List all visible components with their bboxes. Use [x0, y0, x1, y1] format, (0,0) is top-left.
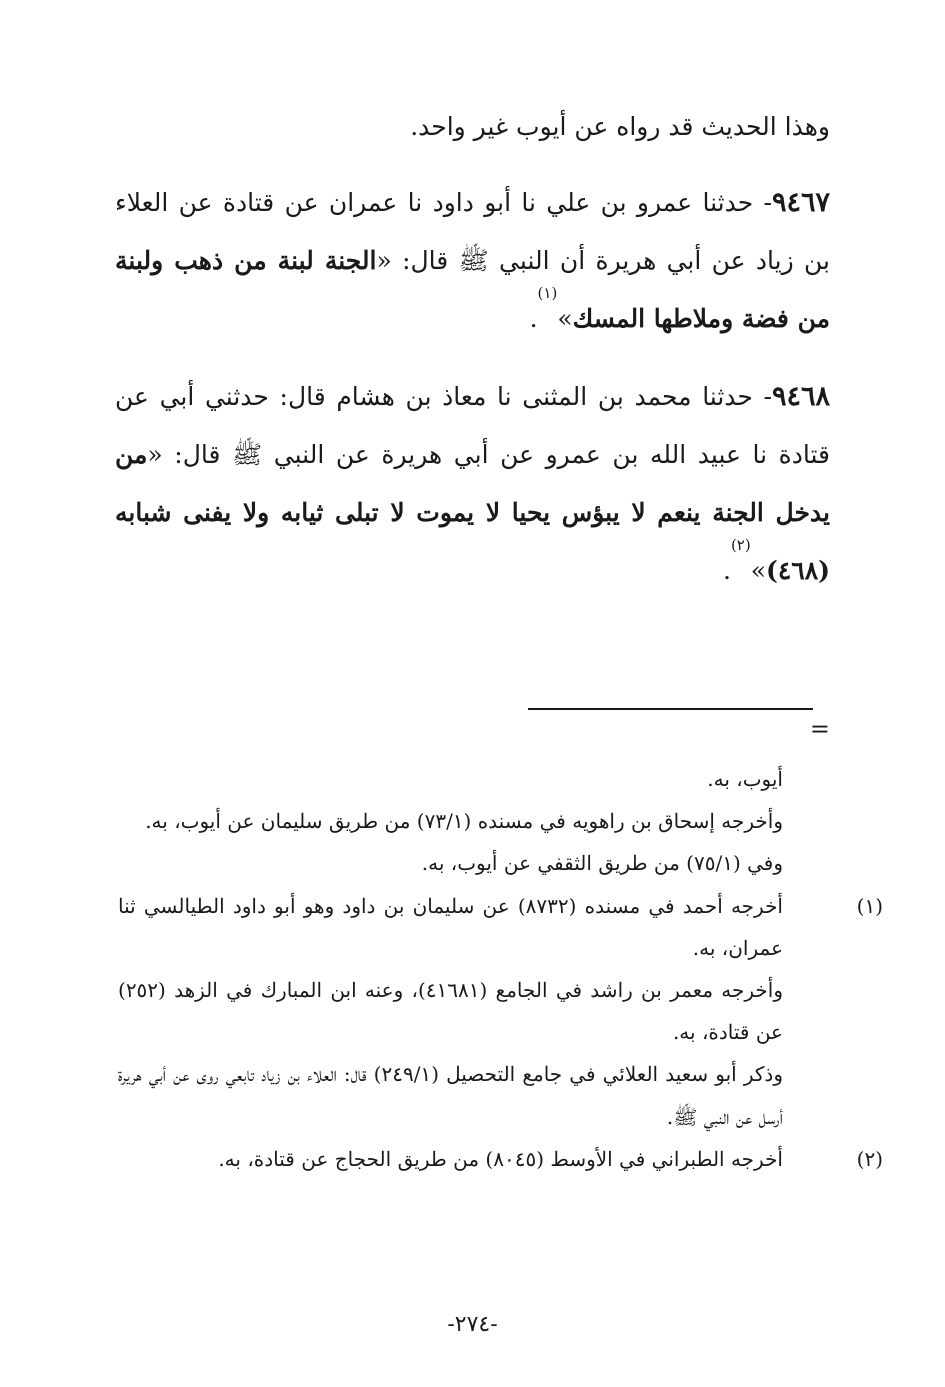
footnote-ref-2: (٢) [730, 536, 751, 554]
footnote-line: وذكر أبو سعيد العلائي في جامع التحصيل (٢٤٩/١) قال: العلاء بن زياد تابعي روى عن أبي هريرة أرسل عن النبي ﷺ. [118, 1062, 783, 1129]
footnote-1 [118, 885, 883, 969]
hadith-isnad: - حدثنا عمرو بن علي نا أبو داود نا عمران عن قتادة عن العلاء بن زياد عن أبي هريرة أن النبي ﷺ قال: « [115, 188, 830, 275]
footnotes [118, 758, 883, 1180]
footnote-line: وأخرجه معمر بن راشد في الجامع (٤١٦٨١)، وعنه ابن المبارك في الزهد (٢٥٢) عن قتادة، به. [118, 978, 783, 1045]
footnote-2 [118, 1138, 883, 1180]
narration-marker: (٤٦٨) [766, 556, 830, 585]
main-text [115, 98, 830, 620]
quote-close: » [557, 304, 573, 333]
hadith-number: ٩٤٦٧ [771, 187, 830, 218]
footnote-line: وفي (٧٥/١) من طريق الثقفي عن أيوب، به. [421, 851, 783, 876]
quote-close: » [750, 556, 767, 585]
hadith-isnad: - حدثنا محمد بن المثنى نا معاذ بن هشام قال: حدثني أبي عن قتادة نا عبيد الله بن عمرو عن أبي هريرة عن النبي ﷺ قال: « [115, 382, 830, 469]
hadith-matn: من يدخل الجنة ينعم لا يبؤس يحيا لا يموت لا تبلى ثيابه ولا يفنى شبابه [115, 440, 830, 527]
intro-line: وهذا الحديث قد رواه عن أيوب غير واحد. [410, 112, 830, 141]
continuation-mark: = [809, 715, 830, 743]
footnote-text: أخرجه الطبراني في الأوسط (٨٠٤٥) من طريق الحجاج عن قتادة، به. [218, 1146, 783, 1171]
hadith-matn: الجنة لبنة من ذهب ولبنة من فضة وملاطها المسك [115, 246, 830, 333]
footnote-ref-1: (١) [537, 284, 558, 302]
footnote-number: (٢) [856, 1146, 883, 1171]
hadith-number: ٩٤٦٨ [771, 381, 830, 412]
footnote-line: وأخرجه إسحاق بن راهويه في مسنده (٧٣/١) من طريق سليمان عن أيوب، به. [145, 809, 783, 834]
hadith-9468 [115, 368, 830, 600]
footnote-divider [528, 708, 813, 710]
footnote-number: (١) [856, 893, 883, 918]
page-number: -٢٧٤- [447, 1312, 498, 1337]
footnote-text: أخرجه أحمد في مسنده (٨٧٣٢) عن سليمان بن داود وهو أبو داود الطيالسي ثنا عمران، به. [118, 893, 783, 960]
end-dot: . [722, 556, 731, 585]
end-dot: . [529, 304, 538, 333]
footnote-line: أيوب، به. [707, 767, 783, 791]
hadith-9467 [115, 174, 830, 348]
